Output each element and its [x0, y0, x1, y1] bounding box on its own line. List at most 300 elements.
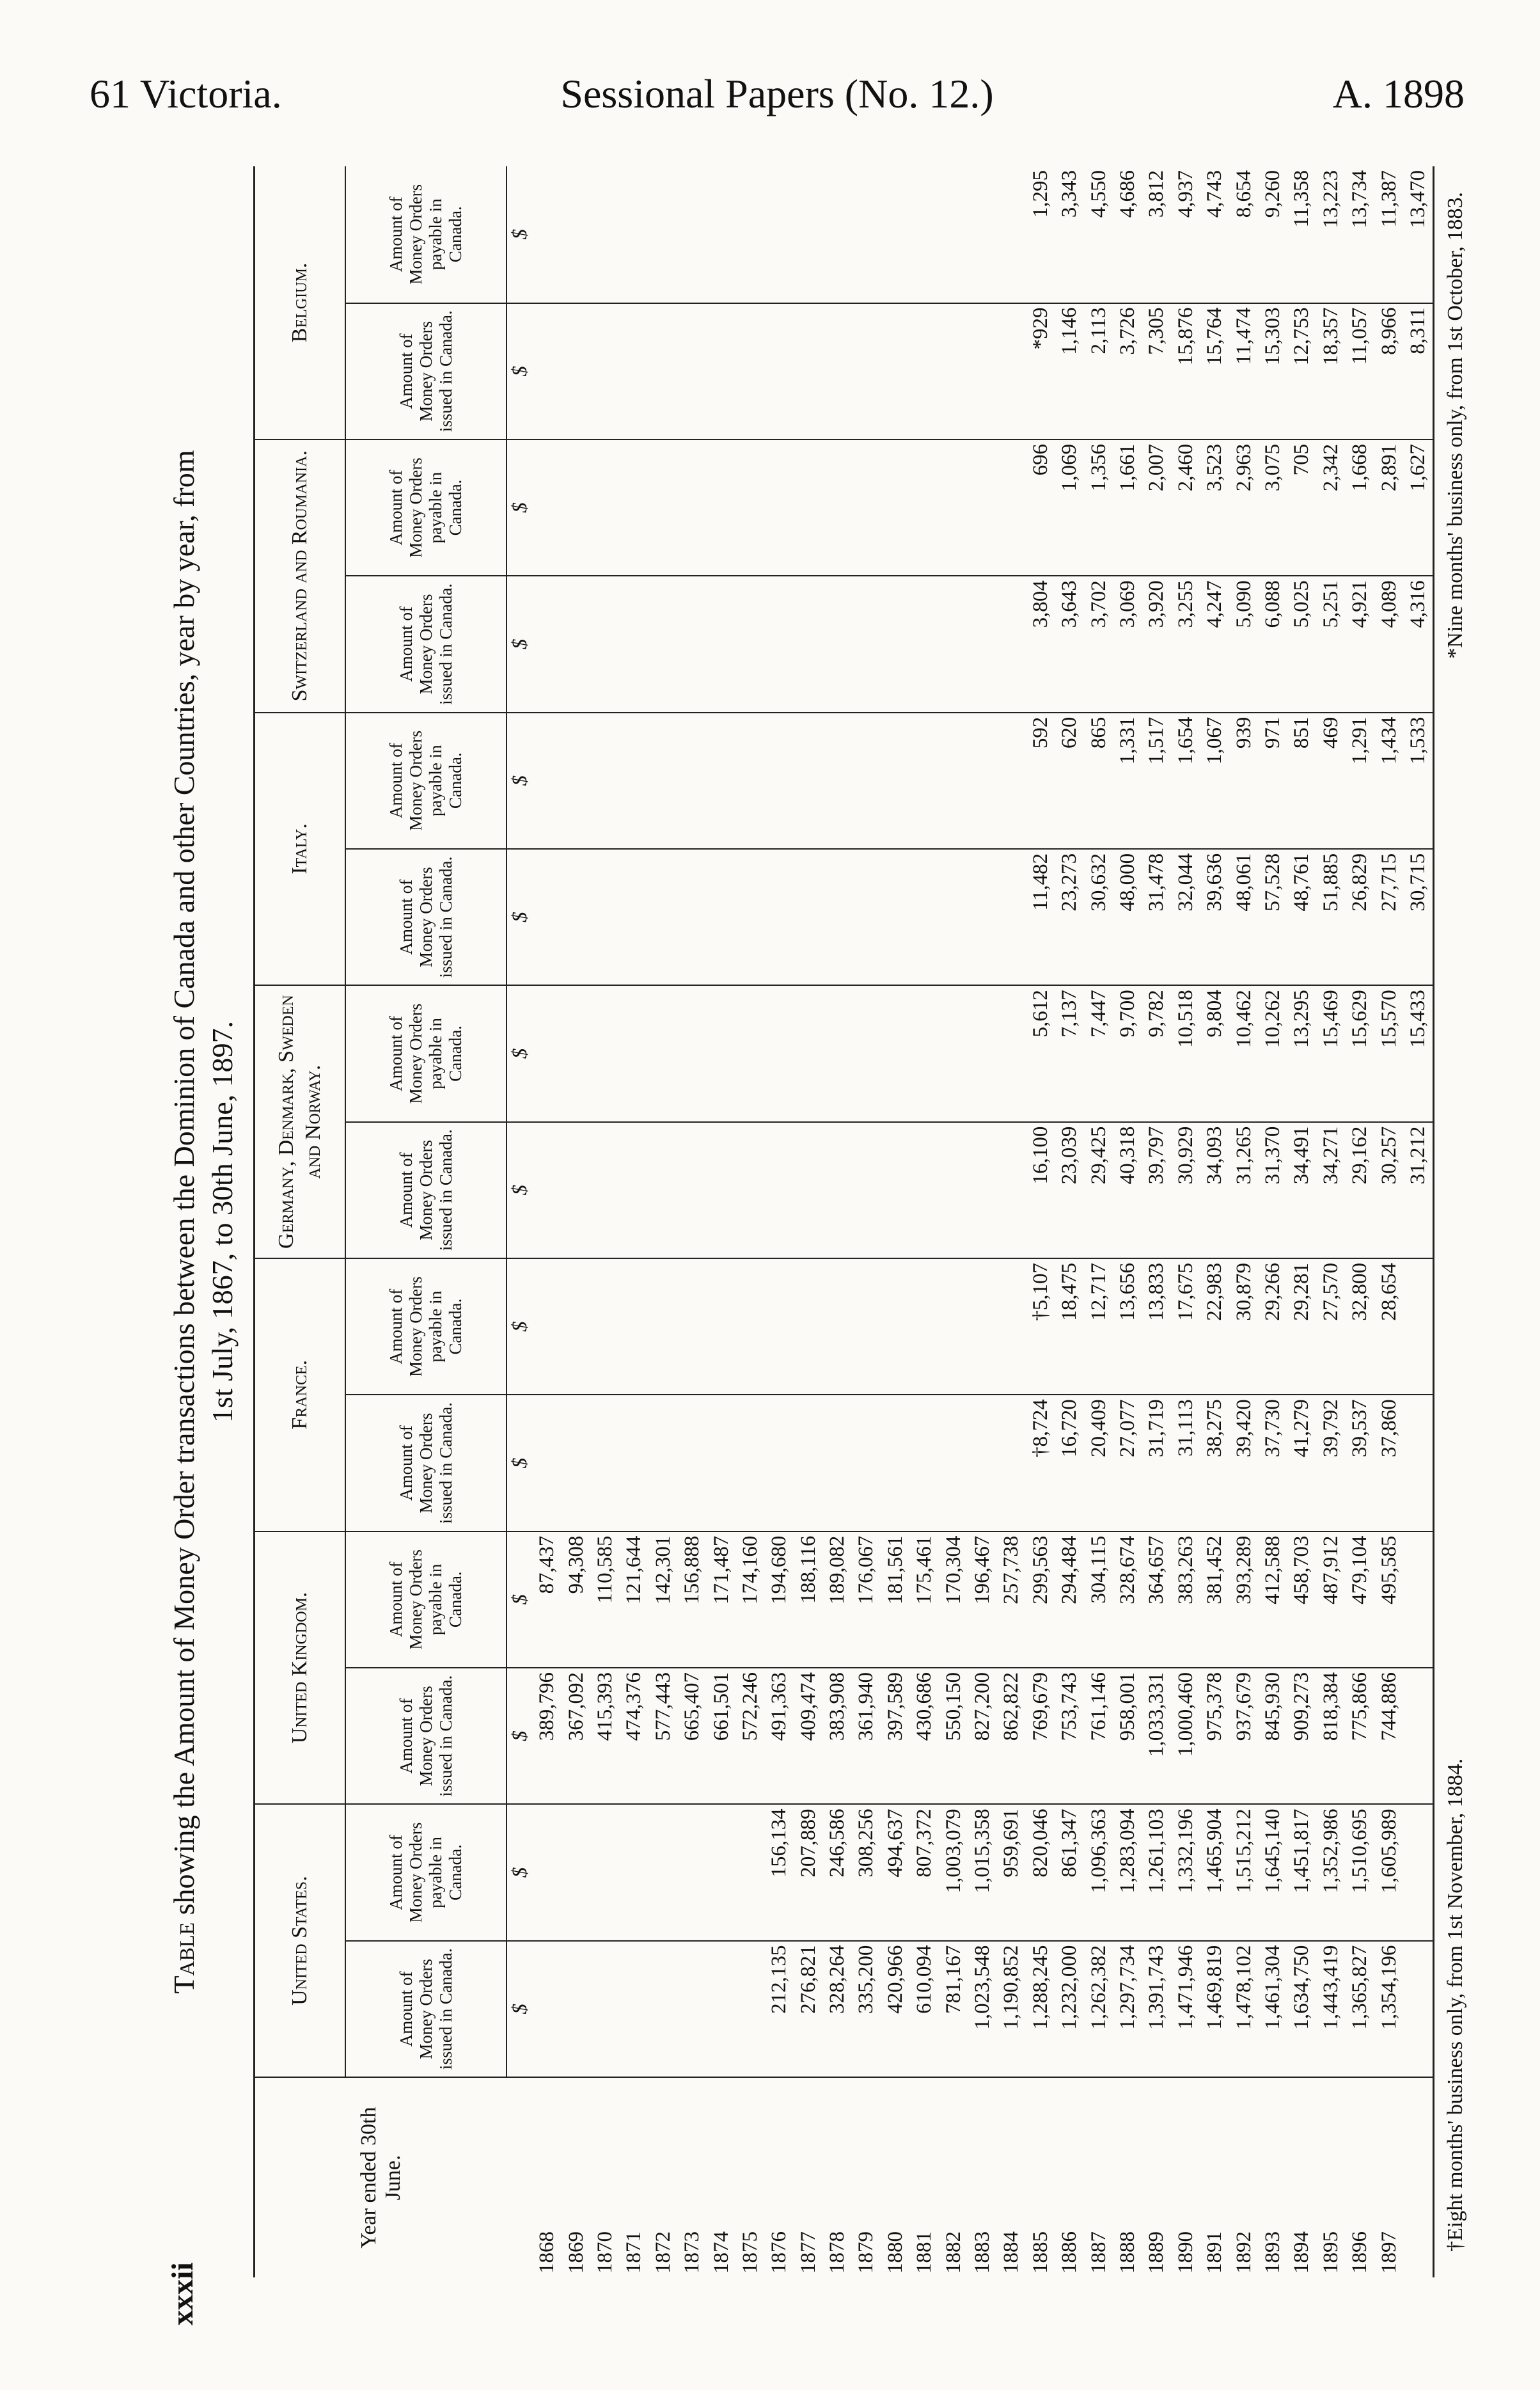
amount-cell [533, 985, 562, 1121]
issued-column-header: Amount of Money Orders issued in Canada. [345, 1941, 507, 2077]
amount-cell [678, 713, 707, 849]
amount-cell: 12,753 [1287, 303, 1316, 439]
amount-cell [910, 713, 939, 849]
unit-symbol: $ [507, 576, 533, 712]
year-cell: 1879 [852, 2077, 881, 2277]
table-caption [165, 166, 242, 2277]
amount-cell: 12,717 [1084, 1258, 1113, 1395]
amount-cell: 32,044 [1172, 849, 1200, 985]
amount-cell: 31,719 [1142, 1395, 1171, 1531]
amount-cell [620, 713, 648, 849]
amount-cell: 1,465,904 [1200, 1804, 1229, 1940]
unit-symbol: $ [507, 1258, 533, 1395]
amount-cell: 753,743 [1055, 1668, 1084, 1804]
rotated-table-block [165, 166, 1468, 2277]
footnote-dagger: †Eight months' business only, from 1st November, 1884. [1443, 1758, 1468, 2252]
amount-cell [533, 1258, 562, 1395]
amount-cell [997, 303, 1026, 439]
table-row [794, 166, 823, 2277]
amount-cell: 769,679 [1026, 1668, 1055, 1804]
amount-cell: 959,691 [997, 1804, 1026, 1940]
amount-cell: 15,469 [1317, 985, 1346, 1121]
amount-cell [533, 713, 562, 849]
amount-cell: 971 [1259, 713, 1287, 849]
amount-cell [736, 1258, 765, 1395]
amount-cell [997, 985, 1026, 1121]
amount-cell: 1,000,460 [1172, 1668, 1200, 1804]
amount-cell [678, 1395, 707, 1531]
amount-cell: 10,518 [1172, 985, 1200, 1121]
amount-cell [591, 1941, 620, 2077]
amount-cell [562, 849, 590, 985]
year-cell: 1873 [678, 2077, 707, 2277]
table-row [1374, 166, 1403, 2277]
year-cell: 1883 [968, 2077, 997, 2277]
table-row [1113, 166, 1142, 2277]
header-title: Sessional Papers (No. 12.) [560, 71, 994, 116]
amount-cell: 31,265 [1229, 1122, 1258, 1258]
amount-cell [910, 985, 939, 1121]
amount-cell [852, 303, 881, 439]
year-cell: 1872 [649, 2077, 678, 2277]
amount-cell: 23,273 [1055, 849, 1084, 985]
amount-cell: 30,879 [1229, 1258, 1258, 1395]
amount-cell [533, 1941, 562, 2077]
amount-cell: 696 [1026, 439, 1055, 576]
amount-cell: 367,092 [562, 1668, 590, 1804]
amount-cell [794, 713, 823, 849]
amount-cell [968, 849, 997, 985]
amount-cell [562, 303, 590, 439]
year-cell: 1891 [1200, 2077, 1229, 2277]
table-row [1229, 166, 1258, 2277]
amount-cell: 409,474 [794, 1668, 823, 1804]
amount-cell: 17,675 [1172, 1258, 1200, 1395]
unit-symbol: $ [507, 1531, 533, 1668]
amount-cell [794, 849, 823, 985]
amount-cell [1404, 1941, 1434, 2077]
amount-cell: 11,482 [1026, 849, 1055, 985]
amount-cell [591, 985, 620, 1121]
amount-cell: 11,474 [1229, 303, 1258, 439]
amount-cell [852, 849, 881, 985]
amount-cell: 6,088 [1259, 576, 1287, 712]
issued-column-header: Amount of Money Orders issued in Canada. [345, 303, 507, 439]
amount-cell: 807,372 [910, 1804, 939, 1940]
unit-symbol: $ [507, 439, 533, 576]
amount-cell [881, 849, 910, 985]
amount-cell [678, 985, 707, 1121]
amount-cell: 1,033,331 [1142, 1668, 1171, 1804]
amount-cell: 9,700 [1113, 985, 1142, 1121]
amount-cell: 3,075 [1259, 439, 1287, 576]
amount-cell [968, 1122, 997, 1258]
amount-cell: 34,093 [1200, 1122, 1229, 1258]
amount-cell [997, 439, 1026, 576]
amount-cell: 28,654 [1374, 1258, 1403, 1395]
amount-cell: 27,077 [1113, 1395, 1142, 1531]
amount-cell: 48,061 [1229, 849, 1258, 985]
amount-cell: 2,113 [1084, 303, 1113, 439]
table-row [678, 166, 707, 2277]
table-row [1026, 166, 1055, 2277]
year-cell: 1892 [1229, 2077, 1258, 2277]
amount-cell [678, 1258, 707, 1395]
amount-cell: 15,433 [1404, 985, 1434, 1121]
amount-cell: 57,528 [1259, 849, 1287, 985]
amount-cell [620, 576, 648, 712]
amount-cell [765, 985, 794, 1121]
amount-cell: 1,291 [1346, 713, 1374, 849]
amount-cell: 1,517 [1142, 713, 1171, 849]
amount-cell: 939 [1229, 713, 1258, 849]
amount-cell: 15,876 [1172, 303, 1200, 439]
amount-cell [823, 713, 852, 849]
amount-cell: 31,478 [1142, 849, 1171, 985]
group-header: United Kingdom. [255, 1531, 346, 1805]
amount-cell: †5,107 [1026, 1258, 1055, 1395]
amount-cell: 328,264 [823, 1941, 852, 2077]
amount-cell: 412,588 [1259, 1531, 1287, 1668]
amount-cell: 257,738 [997, 1531, 1026, 1668]
amount-cell [823, 439, 852, 576]
amount-cell [939, 985, 968, 1121]
amount-cell: 1,515,212 [1229, 1804, 1258, 1940]
amount-cell: 39,792 [1317, 1395, 1346, 1531]
amount-cell [968, 166, 997, 303]
amount-cell [736, 166, 765, 303]
amount-cell: 820,046 [1026, 1804, 1055, 1940]
amount-cell [533, 849, 562, 985]
amount-cell: 3,702 [1084, 576, 1113, 712]
amount-cell: 20,409 [1084, 1395, 1113, 1531]
amount-cell: 48,000 [1113, 849, 1142, 985]
amount-cell: 32,800 [1346, 1258, 1374, 1395]
amount-cell [997, 713, 1026, 849]
year-cell: 1881 [910, 2077, 939, 2277]
amount-cell [649, 166, 678, 303]
amount-cell [707, 1395, 735, 1531]
amount-cell: 27,570 [1317, 1258, 1346, 1395]
table-row [881, 166, 910, 2277]
amount-cell: 1,146 [1055, 303, 1084, 439]
amount-cell: 1,067 [1200, 713, 1229, 849]
year-cell: 1885 [1026, 2077, 1055, 2277]
amount-cell: 5,025 [1287, 576, 1316, 712]
amount-cell: 29,266 [1259, 1258, 1287, 1395]
table-row [1055, 166, 1084, 2277]
unit-symbol: $ [507, 1941, 533, 2077]
amount-cell: 4,921 [1346, 576, 1374, 712]
amount-cell [649, 713, 678, 849]
amount-cell: 15,629 [1346, 985, 1374, 1121]
amount-cell: 572,246 [736, 1668, 765, 1804]
amount-cell [939, 1395, 968, 1531]
amount-cell [852, 439, 881, 576]
amount-cell: 22,983 [1200, 1258, 1229, 1395]
amount-cell: 142,301 [649, 1531, 678, 1668]
amount-cell: 1,096,363 [1084, 1804, 1113, 1940]
group-header: United States. [255, 1804, 346, 2077]
amount-cell: 189,082 [823, 1531, 852, 1668]
amount-cell: 3,523 [1200, 439, 1229, 576]
amount-cell: 4,247 [1200, 576, 1229, 712]
table-row [1142, 166, 1171, 2277]
year-cell: 1871 [620, 2077, 648, 2277]
amount-cell: 30,929 [1172, 1122, 1200, 1258]
amount-cell: 865 [1084, 713, 1113, 849]
amount-cell: 11,358 [1287, 166, 1316, 303]
amount-cell [649, 849, 678, 985]
amount-cell: 170,304 [939, 1531, 968, 1668]
amount-cell: 308,256 [852, 1804, 881, 1940]
amount-cell [1404, 1531, 1434, 1668]
amount-cell [910, 1258, 939, 1395]
amount-cell [736, 1395, 765, 1531]
amount-cell: 665,407 [678, 1668, 707, 1804]
amount-cell [910, 576, 939, 712]
amount-cell: 3,812 [1142, 166, 1171, 303]
amount-cell: 2,963 [1229, 439, 1258, 576]
amount-cell [765, 439, 794, 576]
amount-cell: 15,303 [1259, 303, 1287, 439]
amount-cell: 7,447 [1084, 985, 1113, 1121]
amount-cell: 1,661 [1113, 439, 1142, 576]
amount-cell [910, 303, 939, 439]
amount-cell [968, 1395, 997, 1531]
amount-cell: 430,686 [910, 1668, 939, 1804]
header-session: 61 Victoria. [90, 71, 282, 116]
amount-cell [533, 1395, 562, 1531]
running-header [90, 70, 1465, 141]
amount-cell: 781,167 [939, 1941, 968, 2077]
year-cell: 1897 [1374, 2077, 1403, 2277]
amount-cell: 1,605,989 [1374, 1804, 1403, 1940]
amount-cell: 37,860 [1374, 1395, 1403, 1531]
amount-cell: 577,443 [649, 1668, 678, 1804]
unit-symbol: $ [507, 1395, 533, 1531]
unit-symbol: $ [507, 985, 533, 1121]
amount-cell: 7,137 [1055, 985, 1084, 1121]
amount-cell [1404, 1258, 1434, 1395]
amount-cell: 1,069 [1055, 439, 1084, 576]
amount-cell [736, 713, 765, 849]
amount-cell [1404, 1668, 1434, 1804]
amount-cell [562, 576, 590, 712]
footnote-asterisk: *Nine months' business only, from 1st October, 1883. [1443, 192, 1468, 659]
issued-column-header: Amount of Money Orders issued in Canada. [345, 1122, 507, 1258]
amount-cell: 3,643 [1055, 576, 1084, 712]
amount-cell: 397,589 [881, 1668, 910, 1804]
amount-cell: 620 [1055, 713, 1084, 849]
amount-cell: 1,283,094 [1113, 1804, 1142, 1940]
unit-symbol: $ [507, 1122, 533, 1258]
amount-cell: *929 [1026, 303, 1055, 439]
year-cell: 1869 [562, 2077, 590, 2277]
amount-cell [678, 303, 707, 439]
table-row [1200, 166, 1229, 2277]
amount-cell: 110,585 [591, 1531, 620, 1668]
amount-cell: 3,804 [1026, 576, 1055, 712]
amount-cell: 11,057 [1346, 303, 1374, 439]
amount-cell: 474,376 [620, 1668, 648, 1804]
amount-cell [620, 1395, 648, 1531]
amount-cell: 1,288,245 [1026, 1941, 1055, 2077]
amount-cell [736, 439, 765, 576]
amount-cell [707, 439, 735, 576]
amount-cell: 1,297,734 [1113, 1941, 1142, 2077]
amount-cell [968, 439, 997, 576]
year-cell: 1889 [1142, 2077, 1171, 2277]
amount-cell [794, 303, 823, 439]
amount-cell [794, 985, 823, 1121]
amount-cell: 335,200 [852, 1941, 881, 2077]
amount-cell: 1,391,743 [1142, 1941, 1171, 2077]
amount-cell: 196,467 [968, 1531, 997, 1668]
amount-cell: 420,966 [881, 1941, 910, 2077]
amount-cell [939, 303, 968, 439]
amount-cell: 1,354,196 [1374, 1941, 1403, 2077]
amount-cell: 276,821 [794, 1941, 823, 2077]
amount-cell: 2,342 [1317, 439, 1346, 576]
amount-cell [881, 1122, 910, 1258]
amount-cell: 181,561 [881, 1531, 910, 1668]
amount-cell: 1,295 [1026, 166, 1055, 303]
amount-cell: 39,797 [1142, 1122, 1171, 1258]
amount-cell: 364,657 [1142, 1531, 1171, 1668]
amount-cell: 7,305 [1142, 303, 1171, 439]
amount-cell [707, 1258, 735, 1395]
amount-cell [591, 1395, 620, 1531]
amount-cell [736, 303, 765, 439]
amount-cell: 851 [1287, 713, 1316, 849]
footnotes [1443, 166, 1468, 2277]
amount-cell [910, 849, 939, 985]
amount-cell: 1,533 [1404, 713, 1434, 849]
amount-cell [997, 576, 1026, 712]
amount-cell [649, 576, 678, 712]
amount-cell [620, 439, 648, 576]
amount-cell: 383,263 [1172, 1531, 1200, 1668]
amount-cell [823, 1122, 852, 1258]
amount-cell [707, 849, 735, 985]
amount-cell: 39,537 [1346, 1395, 1374, 1531]
amount-cell: 207,889 [794, 1804, 823, 1940]
amount-cell: 8,311 [1404, 303, 1434, 439]
amount-cell: 16,100 [1026, 1122, 1055, 1258]
amount-cell: 4,550 [1084, 166, 1113, 303]
amount-cell [765, 713, 794, 849]
amount-cell: 31,370 [1259, 1122, 1287, 1258]
amount-cell: 171,487 [707, 1531, 735, 1668]
amount-cell [707, 1941, 735, 2077]
amount-cell [910, 1395, 939, 1531]
amount-cell: †8,724 [1026, 1395, 1055, 1531]
amount-cell [881, 1395, 910, 1531]
amount-cell: 1,443,419 [1317, 1941, 1346, 2077]
amount-cell [707, 303, 735, 439]
amount-cell [794, 1122, 823, 1258]
amount-cell [591, 166, 620, 303]
amount-cell: 41,279 [1287, 1395, 1316, 1531]
amount-cell [823, 1395, 852, 1531]
amount-cell: 94,308 [562, 1531, 590, 1668]
amount-cell [562, 1804, 590, 1940]
amount-cell [533, 1122, 562, 1258]
amount-cell [823, 849, 852, 985]
amount-cell: 1,023,548 [968, 1941, 997, 2077]
amount-cell: 744,886 [1374, 1668, 1403, 1804]
amount-cell [997, 1395, 1026, 1531]
amount-cell: 1,654 [1172, 713, 1200, 849]
amount-cell [997, 166, 1026, 303]
amount-cell: 304,115 [1084, 1531, 1113, 1668]
payable-column-header: Amount of Money Orders payable in Canada. [345, 439, 507, 576]
amount-cell [794, 1395, 823, 1531]
amount-cell [591, 1258, 620, 1395]
amount-cell: 328,674 [1113, 1531, 1142, 1668]
amount-cell [562, 1395, 590, 1531]
amount-cell [852, 1395, 881, 1531]
amount-cell [823, 166, 852, 303]
table-row [1172, 166, 1200, 2277]
amount-cell [939, 166, 968, 303]
amount-cell: 5,612 [1026, 985, 1055, 1121]
year-cell: 1884 [997, 2077, 1026, 2277]
amount-cell: 18,357 [1317, 303, 1346, 439]
amount-cell [881, 713, 910, 849]
table-row [852, 166, 881, 2277]
amount-cell [910, 166, 939, 303]
table-row [562, 166, 590, 2277]
amount-cell [852, 1122, 881, 1258]
amount-cell: 8,966 [1374, 303, 1403, 439]
table-row [591, 166, 620, 2277]
amount-cell: 415,393 [591, 1668, 620, 1804]
amount-cell: 1,365,827 [1346, 1941, 1374, 2077]
amount-cell: 29,162 [1346, 1122, 1374, 1258]
amount-cell [968, 576, 997, 712]
amount-cell: 27,715 [1374, 849, 1403, 985]
unit-symbol: $ [507, 166, 533, 303]
amount-cell: 11,387 [1374, 166, 1403, 303]
amount-cell: 2,007 [1142, 439, 1171, 576]
year-cell: 1880 [881, 2077, 910, 2277]
issued-column-header: Amount of Money Orders issued in Canada. [345, 1668, 507, 1804]
table-row [1317, 166, 1346, 2277]
amount-cell [736, 576, 765, 712]
year-cell: 1893 [1259, 2077, 1287, 2277]
caption-line1: showing the Amount of Money Order transactions between the Dominion of Canada and other Countries, year by year, from [168, 450, 200, 1922]
amount-cell: 30,632 [1084, 849, 1113, 985]
amount-cell: 909,273 [1287, 1668, 1316, 1804]
amount-cell: 1,262,382 [1084, 1941, 1113, 2077]
table-row [910, 166, 939, 2277]
amount-cell [620, 1122, 648, 1258]
amount-cell [997, 1122, 1026, 1258]
amount-cell [707, 1122, 735, 1258]
amount-cell: 9,804 [1200, 985, 1229, 1121]
amount-cell: 34,491 [1287, 1122, 1316, 1258]
table-body [507, 166, 1434, 2277]
amount-cell: 818,384 [1317, 1668, 1346, 1804]
amount-cell: 48,761 [1287, 849, 1316, 985]
amount-cell: 156,134 [765, 1804, 794, 1940]
units-blank [507, 2077, 533, 2277]
amount-cell [649, 439, 678, 576]
amount-cell: 156,888 [678, 1531, 707, 1668]
table-row [736, 166, 765, 2277]
